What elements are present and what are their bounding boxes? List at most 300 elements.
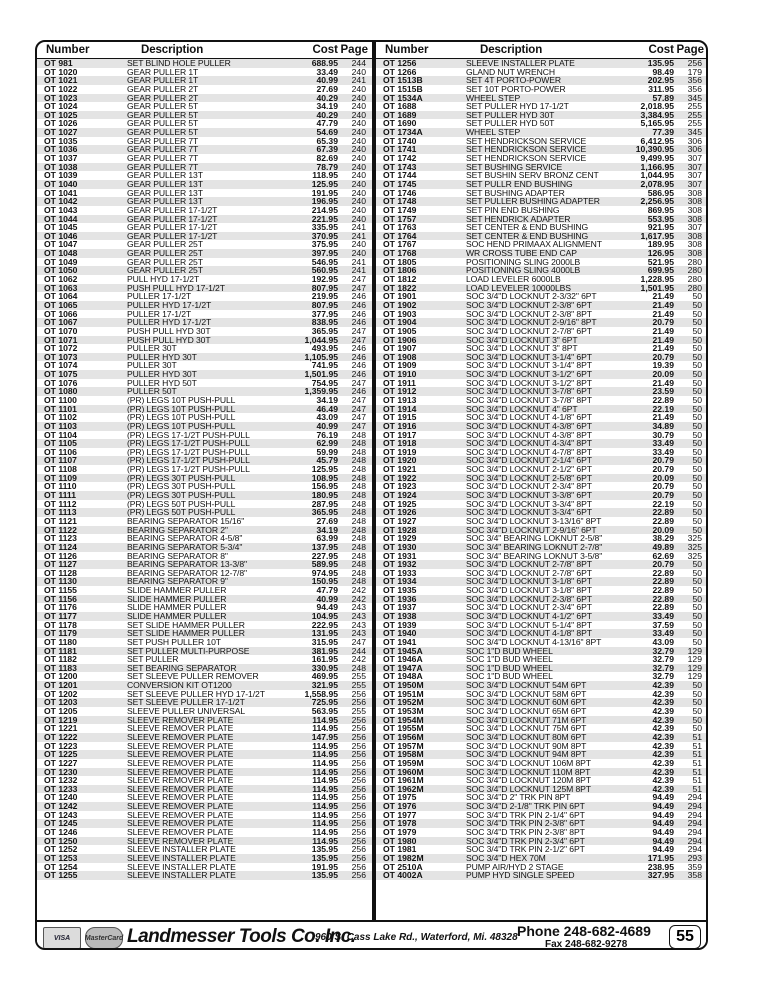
item-description: SOC 3/4"D LOCKNUT 2-9/16" 8PT xyxy=(466,318,597,327)
item-number: OT 1074 xyxy=(44,361,78,371)
item-cost: 150.95 xyxy=(311,576,338,587)
item-page: 308 xyxy=(687,196,702,207)
item-cost: 27.69 xyxy=(316,515,338,526)
item-description: (PR) LEGS 30T PUSH-PULL xyxy=(127,473,236,483)
item-number: OT 1111 xyxy=(44,491,77,500)
item-description: SOC 3/4"D LOCKNUT 90M 8PT xyxy=(466,741,587,751)
item-description: GEAR PULLER 25T xyxy=(127,240,203,250)
item-page: 247 xyxy=(351,394,366,405)
item-page: 50 xyxy=(692,412,702,423)
item-page: 246 xyxy=(351,317,366,328)
item-cost: 287.95 xyxy=(311,498,338,509)
header-cost: Cost xyxy=(648,44,674,56)
item-number: OT 1127 xyxy=(44,560,77,569)
item-cost: 20.79 xyxy=(652,481,674,492)
item-page: 50 xyxy=(692,481,702,492)
table-row xyxy=(376,871,708,880)
item-description: SOC 3/4"D LOCKNUT 5-1/4" 8PT xyxy=(466,620,592,630)
item-number: OT 1254 xyxy=(44,862,78,872)
item-description: GEAR PULLER 1T xyxy=(127,67,199,77)
item-description: SOC 1"D BUD WHEEL xyxy=(466,646,553,656)
item-page: 307 xyxy=(687,170,702,181)
item-number: OT 1020 xyxy=(44,67,78,77)
item-cost: 370.95 xyxy=(311,230,338,241)
item-number: OT 1047 xyxy=(44,240,78,250)
item-number: OT 1107 xyxy=(44,456,77,466)
item-description: SET SLEEVE PULLER HYD 17-1/2T xyxy=(127,689,265,699)
company-address: 960 S. Cass Lake Rd., Waterford, Mi. 48328 xyxy=(315,932,518,943)
item-cost: 21.49 xyxy=(652,291,674,302)
item-description: PULLER HYD 17-1/2T xyxy=(127,318,212,327)
item-number: OT 1025 xyxy=(44,110,78,120)
item-number: OT 1950M xyxy=(383,681,424,690)
item-cost: 869.95 xyxy=(647,204,674,215)
item-page: 240 xyxy=(351,178,366,189)
item-description: SET 10T PORTO-POWER xyxy=(466,84,566,94)
item-description: GEAR PULLER 13T xyxy=(127,197,203,206)
item-description: SOC 3/4"D LOCKNUT 120M 8PT xyxy=(466,776,591,785)
item-page: 307 xyxy=(687,161,702,172)
mastercard-icon: MasterCard xyxy=(85,927,123,949)
item-description: SLEEVE REMOVER PLATE xyxy=(127,750,234,759)
item-page: 50 xyxy=(692,446,702,457)
item-cost: 586.95 xyxy=(647,187,674,198)
item-description: SLEEVE REMOVER PLATE xyxy=(127,793,234,803)
item-cost: 335.95 xyxy=(311,222,338,233)
item-page: 241 xyxy=(351,256,366,267)
left-table-body xyxy=(37,59,372,880)
item-number: OT 1076 xyxy=(44,378,78,388)
item-page: 50 xyxy=(692,472,702,483)
item-description: SET SLEEVE PULLER 17-1/2T xyxy=(127,698,245,708)
item-page: 248 xyxy=(351,559,366,570)
item-cost: 114.95 xyxy=(312,783,338,794)
item-cost: 1,166.95 xyxy=(640,161,674,172)
item-number: OT 1910 xyxy=(383,370,417,379)
item-cost: 321.95 xyxy=(311,680,338,691)
item-description: SOC 3/4"D LOCKNUT 2-7/8" 6PT xyxy=(466,326,592,336)
item-number: OT 1104 xyxy=(44,430,77,440)
item-description: WHEEL STEP xyxy=(466,93,521,103)
item-page: 248 xyxy=(351,662,366,673)
item-number: OT 1937 xyxy=(383,603,417,613)
item-number: OT 1961M xyxy=(383,776,424,785)
item-number: OT 1763 xyxy=(383,223,417,232)
item-description: GEAR PULLER 25T xyxy=(127,249,203,258)
item-number: OT 1933 xyxy=(383,568,417,578)
item-description: GEAR PULLER 7T xyxy=(127,154,199,163)
item-description: SLEEVE REMOVER PLATE xyxy=(127,758,234,768)
item-description: SOC 3/4"D TRK PIN 2-3/4" 6PT xyxy=(466,836,585,846)
item-cost: 33.49 xyxy=(652,611,674,621)
item-page: 51 xyxy=(692,775,702,786)
item-page: 358 xyxy=(687,870,702,881)
item-cost: 202.95 xyxy=(647,75,674,86)
item-description: SLEEVE PULLER UNIVERSAL xyxy=(127,707,246,716)
item-description: PULLER 30T xyxy=(127,361,177,371)
item-description: (PR) LEGS 10T PUSH-PULL xyxy=(127,395,236,405)
item-description: (PR) LEGS 17-1/2T PUSH-PULL xyxy=(127,456,250,466)
item-number: OT 1959M xyxy=(383,758,424,768)
item-cost: 22.89 xyxy=(652,515,674,526)
item-cost: 67.39 xyxy=(316,144,338,155)
left-header-row xyxy=(37,42,372,59)
item-description: BEARING SEPARATOR 13-3/8" xyxy=(127,560,247,569)
item-number: OT 1960M xyxy=(383,767,424,777)
item-number: OT 1252 xyxy=(44,845,78,854)
item-number: OT 1176 xyxy=(44,603,77,613)
item-number: OT 1688 xyxy=(383,102,417,111)
item-cost: 1,501.95 xyxy=(304,369,338,380)
item-cost: 741.95 xyxy=(311,360,338,371)
item-cost: 114.95 xyxy=(312,766,338,777)
item-page: 51 xyxy=(692,749,702,760)
item-page: 50 xyxy=(692,429,702,440)
item-description: GEAR PULLER 17-1/2T xyxy=(127,231,218,241)
item-description: WHEEL STEP xyxy=(466,128,521,137)
item-description: SOC 3/4"D LOCKNUT 3-3/4" 8PT xyxy=(466,499,592,509)
item-cost: 10,390.95 xyxy=(635,144,674,155)
item-cost: 1,617.95 xyxy=(640,230,674,241)
item-description: PULLER HYD 30T xyxy=(127,352,197,362)
item-cost: 725.95 xyxy=(311,697,338,708)
item-number: OT 1048 xyxy=(44,249,78,258)
item-description: GEAR PULLER 13T xyxy=(127,179,203,189)
item-description: SOC 3/4"D LOCKNUT 4-1/2" 6PT xyxy=(466,612,592,621)
item-number: OT 1734A xyxy=(383,128,423,137)
item-number: OT 1939 xyxy=(383,620,417,630)
item-page: 50 xyxy=(692,585,702,596)
item-number: OT 1036 xyxy=(44,145,78,155)
item-number: OT 1128 xyxy=(44,568,77,578)
item-description: SET HENDRICKSON SERVICE xyxy=(466,145,587,155)
item-description: GEAR PULLER 13T xyxy=(127,171,203,180)
item-description: SOC 3/4"D LOCKNUT 2-3/8" 6PT xyxy=(466,300,592,310)
item-page: 50 xyxy=(692,697,702,708)
item-number: OT 1920 xyxy=(383,456,417,466)
item-number: OT 1948A xyxy=(383,672,423,682)
item-description: SOC 3/4"D LOCKNUT 4-3/4" 8PT xyxy=(466,439,592,448)
item-number: OT 1953M xyxy=(383,707,424,716)
item-number: OT 1909 xyxy=(383,361,417,371)
item-cost: 546.95 xyxy=(311,256,338,267)
item-description: GEAR PULLER 17-1/2T xyxy=(127,223,218,232)
item-page: 280 xyxy=(687,256,702,267)
item-description: SOC 3/4"D LOCKNUT 58M 6PT xyxy=(466,689,587,699)
item-page: 293 xyxy=(687,852,702,863)
header-page: Page xyxy=(676,44,704,56)
item-page: 129 xyxy=(687,662,702,673)
item-page: 248 xyxy=(351,507,366,518)
item-number: OT 1757 xyxy=(383,214,417,224)
item-description: PULLER 17-1/2T xyxy=(127,292,192,301)
item-number: OT 1044 xyxy=(44,214,78,224)
item-number: OT 1902 xyxy=(383,300,417,310)
item-cost: 699.95 xyxy=(647,265,674,276)
item-page: 240 xyxy=(351,66,366,77)
item-number: OT 1926 xyxy=(383,508,417,517)
item-page: 50 xyxy=(692,386,702,397)
item-cost: 114.95 xyxy=(312,809,338,820)
item-page: 247 xyxy=(351,325,366,336)
item-number: OT 1024 xyxy=(44,102,78,111)
item-description: (PR) LEGS 17-1/2T PUSH-PULL xyxy=(127,447,250,457)
item-cost: 34.19 xyxy=(316,394,338,405)
item-cost: 114.95 xyxy=(312,775,338,786)
item-number: OT 1924 xyxy=(383,491,417,500)
item-description: SET PULLER HYD 30T xyxy=(466,110,555,120)
item-page: 246 xyxy=(351,308,366,319)
item-number: OT 1256 xyxy=(383,59,417,68)
item-description: SOC 3/4"D LOCKNUT 65M 6PT xyxy=(466,707,587,716)
item-cost: 47.79 xyxy=(316,585,338,596)
item-number: OT 1027 xyxy=(44,128,78,137)
item-number: OT 1043 xyxy=(44,205,78,215)
item-page: 50 xyxy=(692,490,702,501)
item-description: SLIDE HAMMER PULLER xyxy=(127,603,227,613)
item-number: OT 1934 xyxy=(383,577,417,587)
item-page: 247 xyxy=(351,636,366,647)
item-cost: 63.99 xyxy=(316,533,338,544)
item-cost: 469.95 xyxy=(311,671,338,682)
item-number: OT 1962M xyxy=(383,784,424,794)
item-description: LOAD LEVELER 10000LBS xyxy=(466,283,571,293)
item-number: OT 1105 xyxy=(44,439,77,448)
header-page: Page xyxy=(340,44,368,56)
item-page: 256 xyxy=(351,757,366,768)
item-number: OT 1070 xyxy=(44,326,78,336)
item-page: 240 xyxy=(351,118,366,129)
item-page: 50 xyxy=(692,619,702,630)
item-page: 246 xyxy=(351,291,366,302)
item-number: OT 1918 xyxy=(383,439,417,448)
item-description: SOC 3/4"D 2" TRK PIN 8PT xyxy=(466,793,571,803)
item-number: OT 1916 xyxy=(383,421,417,431)
item-description: SET BUSHIN SERV BRONZ CENT xyxy=(466,171,599,180)
item-description: SET BUSHING SERVICE xyxy=(466,162,563,172)
item-number: OT 1955M xyxy=(383,724,424,733)
item-number: OT 1978 xyxy=(383,819,417,829)
item-number: OT 1103 xyxy=(44,421,77,431)
item-page: 50 xyxy=(692,515,702,526)
item-description: SOC 1"D BUD WHEEL xyxy=(466,672,553,682)
item-description: SLEEVE INSTALLER PLATE xyxy=(127,845,236,854)
item-description: SOC 3/4"D LOCKNUT 3-13/16" 8PT xyxy=(466,516,602,526)
item-page: 51 xyxy=(692,783,702,794)
item-cost: 114.95 xyxy=(312,827,338,838)
item-cost: 20.79 xyxy=(652,464,674,475)
item-page: 50 xyxy=(692,351,702,362)
item-page: 246 xyxy=(351,360,366,371)
item-description: SOC 3/4"D LOCKNUT 3-1/2" 8PT xyxy=(466,378,592,388)
item-page: 306 xyxy=(687,135,702,146)
item-cost: 137.95 xyxy=(311,541,338,552)
item-description: SET PULLER HYD 17-1/2T xyxy=(466,102,569,111)
item-description: BEARING SEPARATOR 4-5/8" xyxy=(127,534,243,543)
item-description: SET CENTER & END BUSHING xyxy=(466,231,589,241)
item-number: OT 1979 xyxy=(383,828,417,837)
item-number: OT 1690 xyxy=(383,119,417,129)
item-description: SOC 3/4" BEARING LOKNUT 2-7/8" xyxy=(466,542,603,552)
item-cost: 3,384.95 xyxy=(640,109,674,120)
item-number: OT 1221 xyxy=(44,724,78,733)
item-cost: 365.95 xyxy=(311,507,338,518)
item-page: 246 xyxy=(351,299,366,310)
item-description: SOC 3/4"D LOCKNUT 4-7/8" 8PT xyxy=(466,447,592,457)
item-number: OT 1255 xyxy=(44,871,78,880)
item-cost: 5,165.95 xyxy=(640,118,674,129)
item-description: SLIDE HAMMER PULLER xyxy=(127,612,227,621)
item-cost: 365.95 xyxy=(311,325,338,336)
item-description: SLEEVE REMOVER PLATE xyxy=(127,767,234,777)
item-description: SOC 3/4"D LOCKNUT 3-3/8" 6PT xyxy=(466,491,592,500)
item-page: 248 xyxy=(351,576,366,587)
item-cost: 21.49 xyxy=(652,325,674,336)
item-number: OT 1219 xyxy=(44,715,78,725)
item-number: OT 1976 xyxy=(383,802,417,811)
item-description: SLEEVE REMOVER PLATE xyxy=(127,776,234,785)
item-number: OT 1049 xyxy=(44,257,78,267)
item-number: OT 1201 xyxy=(44,681,78,690)
item-page: 307 xyxy=(687,178,702,189)
item-description: SLEEVE REMOVER PLATE xyxy=(127,741,234,751)
item-page: 256 xyxy=(351,723,366,734)
item-number: OT 1230 xyxy=(44,767,78,777)
item-description: SOC 3/4"D LOCKNUT 3-1/4" 6PT xyxy=(466,352,592,362)
item-page: 256 xyxy=(351,688,366,699)
item-cost: 34.89 xyxy=(652,420,674,431)
item-page: 50 xyxy=(692,343,702,354)
item-cost: 38.29 xyxy=(652,533,674,544)
item-page: 248 xyxy=(351,429,366,440)
item-description: SET PIN END BUSHING xyxy=(466,205,560,215)
item-page: 129 xyxy=(687,654,702,665)
item-page: 256 xyxy=(351,792,366,803)
item-page: 294 xyxy=(687,792,702,803)
item-number: OT 1748 xyxy=(383,197,417,206)
item-cost: 191.95 xyxy=(311,187,338,198)
item-cost: 33.49 xyxy=(652,438,674,449)
item-cost: 135.95 xyxy=(647,58,674,68)
item-number: OT 1123 xyxy=(44,534,77,543)
item-description: BEARING SEPARATOR 9" xyxy=(127,577,228,587)
item-page: 243 xyxy=(351,619,366,630)
item-page: 256 xyxy=(351,827,366,838)
right-header-row xyxy=(376,42,708,59)
item-description: LOAD LEVELER 6000LB xyxy=(466,275,561,284)
item-description: (PR) LEGS 17-1/2T PUSH-PULL xyxy=(127,465,250,474)
item-number: OT 1958M xyxy=(383,750,424,759)
item-page: 325 xyxy=(687,541,702,552)
item-page: 246 xyxy=(351,343,366,354)
item-number: OT 1101 xyxy=(44,404,77,414)
item-cost: 397.95 xyxy=(311,248,338,259)
item-cost: 191.95 xyxy=(311,861,338,872)
item-cost: 94.49 xyxy=(652,827,674,838)
item-number: OT 1156 xyxy=(44,594,77,604)
item-page: 50 xyxy=(692,723,702,734)
item-page: 240 xyxy=(351,170,366,181)
item-page: 50 xyxy=(692,394,702,405)
item-description: SLEEVE REMOVER PLATE xyxy=(127,715,234,725)
item-number: OT 1922 xyxy=(383,473,417,483)
item-description: SET BLIND HOLE PULLER xyxy=(127,59,231,68)
item-number: OT 1022 xyxy=(44,84,78,94)
item-number: OT 1921 xyxy=(383,465,417,474)
item-page: 256 xyxy=(351,775,366,786)
item-page: 246 xyxy=(351,386,366,397)
item-cost: 135.95 xyxy=(311,852,338,863)
item-number: OT 1183 xyxy=(44,663,77,673)
item-number: OT 1112 xyxy=(44,499,77,509)
item-page: 240 xyxy=(351,83,366,94)
item-cost: 32.79 xyxy=(652,662,674,673)
item-cost: 21.49 xyxy=(652,299,674,310)
item-description: SET 4T PORTO-POWER xyxy=(466,76,561,85)
item-page: 247 xyxy=(351,420,366,431)
item-description: SOC 3/4"D LOCKNUT 2-1/2" 6PT xyxy=(466,465,592,474)
item-description: SET HENDRICK ADAPTER xyxy=(466,214,571,224)
item-cost: 42.39 xyxy=(652,697,674,708)
item-cost: 46.49 xyxy=(316,403,338,414)
item-number: OT 1110 xyxy=(44,482,77,492)
item-page: 248 xyxy=(351,550,366,561)
item-description: (PR) LEGS 10T PUSH-PULL xyxy=(127,413,236,422)
item-page: 256 xyxy=(351,749,366,760)
item-page: 248 xyxy=(351,446,366,457)
item-number: OT 1912 xyxy=(383,387,417,396)
item-cost: 221.95 xyxy=(311,213,338,224)
item-cost: 22.89 xyxy=(652,593,674,604)
item-cost: 135.95 xyxy=(311,870,338,881)
item-description: SLEEVE REMOVER PLATE xyxy=(127,836,234,846)
item-page: 243 xyxy=(351,611,366,621)
item-number: OT 1740 xyxy=(383,136,417,146)
item-number: OT 1065 xyxy=(44,300,78,310)
item-number: OT 1037 xyxy=(44,154,78,163)
catalog-page xyxy=(35,40,708,950)
item-number: OT 1200 xyxy=(44,672,78,682)
visa-card-icon: VISA xyxy=(43,927,81,949)
item-cost: 1,228.95 xyxy=(640,274,674,285)
item-page: 248 xyxy=(351,438,366,449)
item-description: BEARING SEPARATOR 5-3/4" xyxy=(127,542,243,552)
item-cost: 1,105.95 xyxy=(304,351,338,362)
item-description: SOC 3/4"D HEX 70M xyxy=(466,853,546,863)
item-page: 50 xyxy=(692,317,702,328)
item-page: 240 xyxy=(351,127,366,138)
item-cost: 65.39 xyxy=(316,135,338,146)
item-number: OT 1805 xyxy=(383,257,417,267)
item-description: SOC 3/4"D LOCKNUT 2-7/8" 6PT xyxy=(466,568,592,578)
item-cost: 22.89 xyxy=(652,507,674,518)
item-page: 247 xyxy=(351,403,366,414)
item-number: OT 1901 xyxy=(383,292,417,301)
item-number: OT 1904 xyxy=(383,318,417,327)
item-page: 247 xyxy=(351,282,366,293)
item-cost: 22.89 xyxy=(652,394,674,405)
item-description: WR CROSS TUBE END CAP xyxy=(466,249,577,258)
item-description: SET HENDRICKSON SERVICE xyxy=(466,136,587,146)
item-description: SOC 3/4"D LOCKNUT 3" 8PT xyxy=(466,344,578,353)
item-description: SOC 3/4"D LOCKNUT 2-3/8" 8PT xyxy=(466,309,592,319)
item-description: (PR) LEGS 10T PUSH-PULL xyxy=(127,421,236,431)
item-number: OT 1071 xyxy=(44,335,78,345)
item-page: 242 xyxy=(351,593,366,604)
item-number: OT 1935 xyxy=(383,586,417,595)
item-page: 248 xyxy=(351,455,366,466)
item-description: BEARING SEPARATOR 15/16" xyxy=(127,516,245,526)
